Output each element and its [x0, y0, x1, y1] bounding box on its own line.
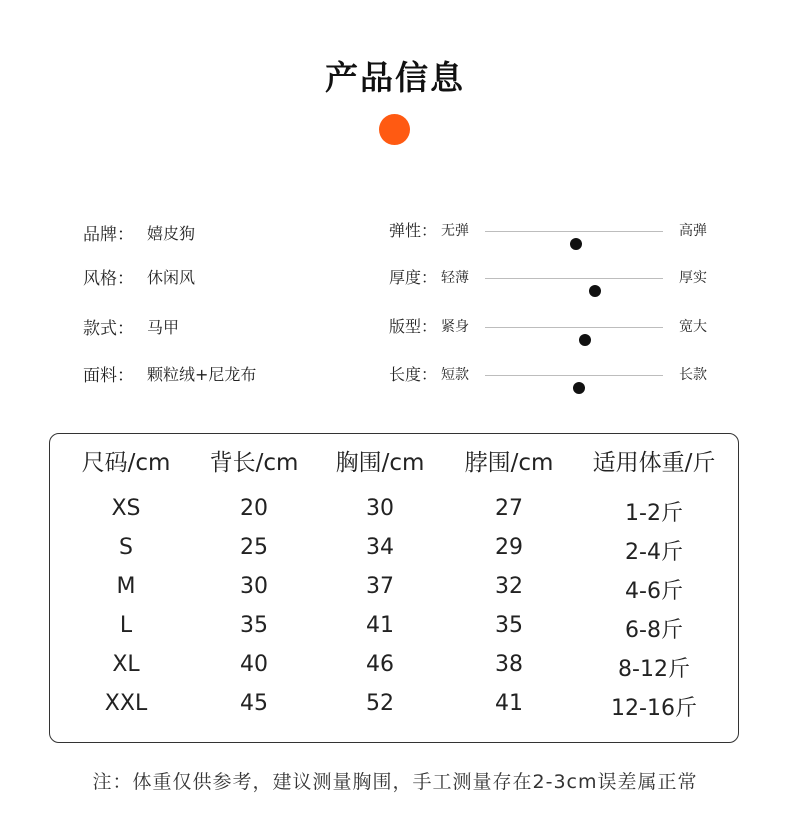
scale-track — [485, 231, 663, 232]
scale-label: 弹性： — [389, 221, 438, 240]
scale-min-label: 无弹 — [441, 223, 469, 239]
scale-track — [485, 278, 663, 279]
scale-max-label: 宽大 — [679, 319, 707, 335]
table-cell: 2-4斤 — [625, 540, 683, 565]
table-cell: 34 — [366, 535, 394, 560]
table-cell: 52 — [366, 691, 394, 716]
info-row-brand — [83, 220, 195, 244]
table-cell: 4-6斤 — [625, 579, 683, 604]
info-row-fabric — [83, 361, 256, 385]
table-header: 尺码/cm — [81, 450, 171, 476]
table-cell: 41 — [366, 613, 394, 638]
table-cell: S — [119, 535, 133, 560]
table-cell: XS — [111, 496, 141, 521]
scale-length — [389, 363, 719, 387]
scale-fit — [389, 315, 719, 339]
table-cell: 45 — [240, 691, 268, 716]
table-cell: 32 — [495, 574, 523, 599]
table-cell: XXL — [104, 691, 148, 716]
accent-dot — [379, 114, 410, 145]
table-cell: 35 — [495, 613, 523, 638]
table-cell: 35 — [240, 613, 268, 638]
info-label: 风格： — [83, 268, 134, 289]
info-label: 款式： — [83, 318, 134, 339]
scale-max-label: 高弹 — [679, 223, 707, 239]
scale-track — [485, 375, 663, 376]
scale-label: 版型： — [389, 317, 438, 336]
table-cell: 30 — [366, 496, 394, 521]
scale-label: 长度： — [389, 365, 438, 384]
table-header: 胸围/cm — [335, 450, 425, 476]
size-table — [49, 433, 739, 743]
scale-min-label: 短款 — [441, 367, 469, 383]
table-cell: 6-8斤 — [625, 618, 683, 643]
scale-marker — [573, 382, 585, 394]
scale-min-label: 紧身 — [441, 319, 469, 335]
page-title: 产品信息 — [325, 58, 465, 97]
table-header: 背长/cm — [209, 450, 299, 476]
scale-max-label: 长款 — [679, 367, 707, 383]
table-header: 脖围/cm — [464, 450, 554, 476]
info-value: 马甲 — [147, 317, 180, 337]
table-cell: 30 — [240, 574, 268, 599]
table-cell: 20 — [240, 496, 268, 521]
scale-marker — [570, 238, 582, 250]
scale-track — [485, 327, 663, 328]
table-cell: 12-16斤 — [611, 696, 697, 721]
table-cell: L — [119, 613, 133, 638]
info-label: 面料： — [83, 365, 134, 386]
table-cell: 25 — [240, 535, 268, 560]
table-cell: 27 — [495, 496, 523, 521]
info-value: 颗粒绒+尼龙布 — [147, 364, 257, 384]
table-cell: XL — [112, 652, 140, 677]
info-row-type — [83, 314, 179, 338]
info-label: 品牌： — [83, 224, 134, 245]
scale-elasticity — [389, 219, 719, 243]
info-value: 休闲风 — [147, 267, 196, 287]
scale-max-label: 厚实 — [679, 270, 707, 286]
table-cell: 8-12斤 — [618, 657, 690, 682]
info-value: 嬉皮狗 — [147, 223, 196, 243]
table-cell: 37 — [366, 574, 394, 599]
scale-min-label: 轻薄 — [441, 270, 469, 286]
table-cell: M — [116, 574, 136, 599]
table-cell: 41 — [495, 691, 523, 716]
scale-label: 厚度： — [389, 268, 438, 287]
table-cell: 29 — [495, 535, 523, 560]
scale-thickness — [389, 266, 719, 290]
info-row-style — [83, 264, 195, 288]
table-cell: 1-2斤 — [625, 501, 683, 526]
scale-marker — [589, 285, 601, 297]
table-cell: 40 — [240, 652, 268, 677]
measurement-note: 注：体重仅供参考，建议测量胸围，手工测量存在2-3cm误差属正常 — [92, 771, 698, 793]
table-header: 适用体重/斤 — [592, 450, 716, 476]
scale-marker — [579, 334, 591, 346]
table-cell: 38 — [495, 652, 523, 677]
table-cell: 46 — [366, 652, 394, 677]
